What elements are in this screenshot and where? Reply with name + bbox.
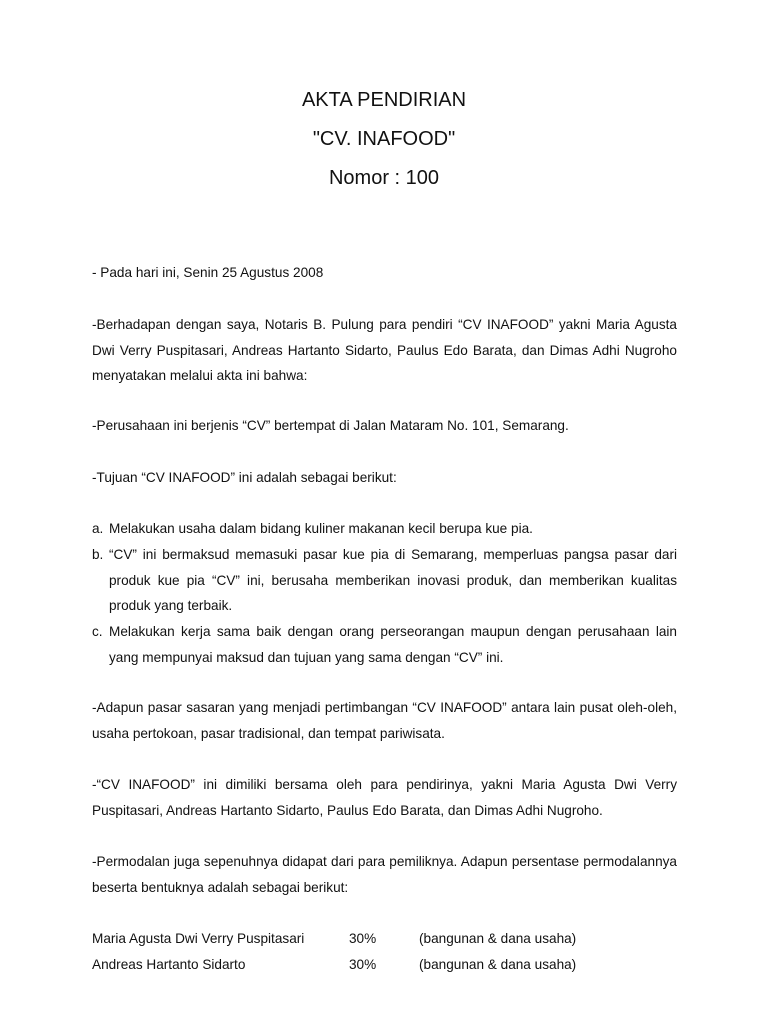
capital-percent: 30% [349, 957, 377, 972]
goal-marker: a. [92, 521, 104, 536]
capital-percent: 30% [349, 931, 377, 946]
capital-row [92, 952, 677, 978]
capital-owner: Maria Agusta Dwi Verry Puspitasari [92, 931, 305, 946]
goal-item [92, 619, 677, 670]
goal-item [92, 542, 677, 619]
company-name: "CV. INAFOOD" [312, 128, 456, 150]
goal-item [92, 516, 677, 542]
capital-form: (bangunan & dana usaha) [419, 931, 577, 946]
document-title: AKTA PENDIRIAN [301, 89, 467, 111]
paragraph-goals-intro: -Tujuan “CV INAFOOD” ini adalah sebagai berikut: [92, 470, 397, 485]
goal-text: Melakukan kerja sama baik dengan orang perseorangan maupun dengan perusahaan lain yang mempunyai maksud dan tujuan yang sama dengan “CV” ini. [109, 624, 677, 665]
title-block [0, 90, 768, 188]
paragraph-founders: -Berhadapan dengan saya, Notaris B. Pulung para pendiri “CV INAFOOD” yakni Maria Agusta Dwi Verry Puspitasari, Andreas Hartanto Sidarto, Paulus Edo Barata, dan Dimas Adhi Nugroho menyatakan melalui akta ini bahwa: [92, 317, 677, 384]
paragraph-ownership: -“CV INAFOOD” ini dimiliki bersama oleh para pendirinya, yakni Maria Agusta Dwi Verry Puspitasari, Andreas Hartanto Sidarto, Paulus Edo Barata, dan Dimas Adhi Nugroho. [92, 777, 677, 818]
paragraph-capital-intro: -Permodalan juga sepenuhnya didapat dari para pemiliknya. Adapun persentase permodalannya beserta bentuknya adalah sebagai berikut: [92, 854, 677, 895]
capital-owner: Andreas Hartanto Sidarto [92, 957, 246, 972]
paragraph-company-type: -Perusahaan ini berjenis “CV” bertempat di Jalan Mataram No. 101, Semarang. [92, 418, 569, 433]
paragraph-target-market: -Adapun pasar sasaran yang menjadi pertimbangan “CV INAFOOD” antara lain pusat oleh-oleh, usaha pertokoan, pasar tradisional, dan tempat pariwisata. [92, 700, 677, 741]
goal-text: Melakukan usaha dalam bidang kuliner makanan kecil berupa kue pia. [109, 521, 533, 536]
goal-marker: b. [92, 547, 104, 562]
capital-row [92, 926, 677, 952]
paragraph-date: - Pada hari ini, Senin 25 Agustus 2008 [92, 265, 324, 280]
goal-text: “CV” ini bermaksud memasuki pasar kue pia di Semarang, memperluas pangsa pasar dari produk kue pia “CV” ini, berusaha memberikan inovasi produk, dan memberikan kualitas produk yang terbaik. [109, 547, 677, 614]
goal-marker: c. [92, 624, 103, 639]
document-number: Nomor : 100 [328, 167, 440, 189]
capital-form: (bangunan & dana usaha) [419, 957, 577, 972]
